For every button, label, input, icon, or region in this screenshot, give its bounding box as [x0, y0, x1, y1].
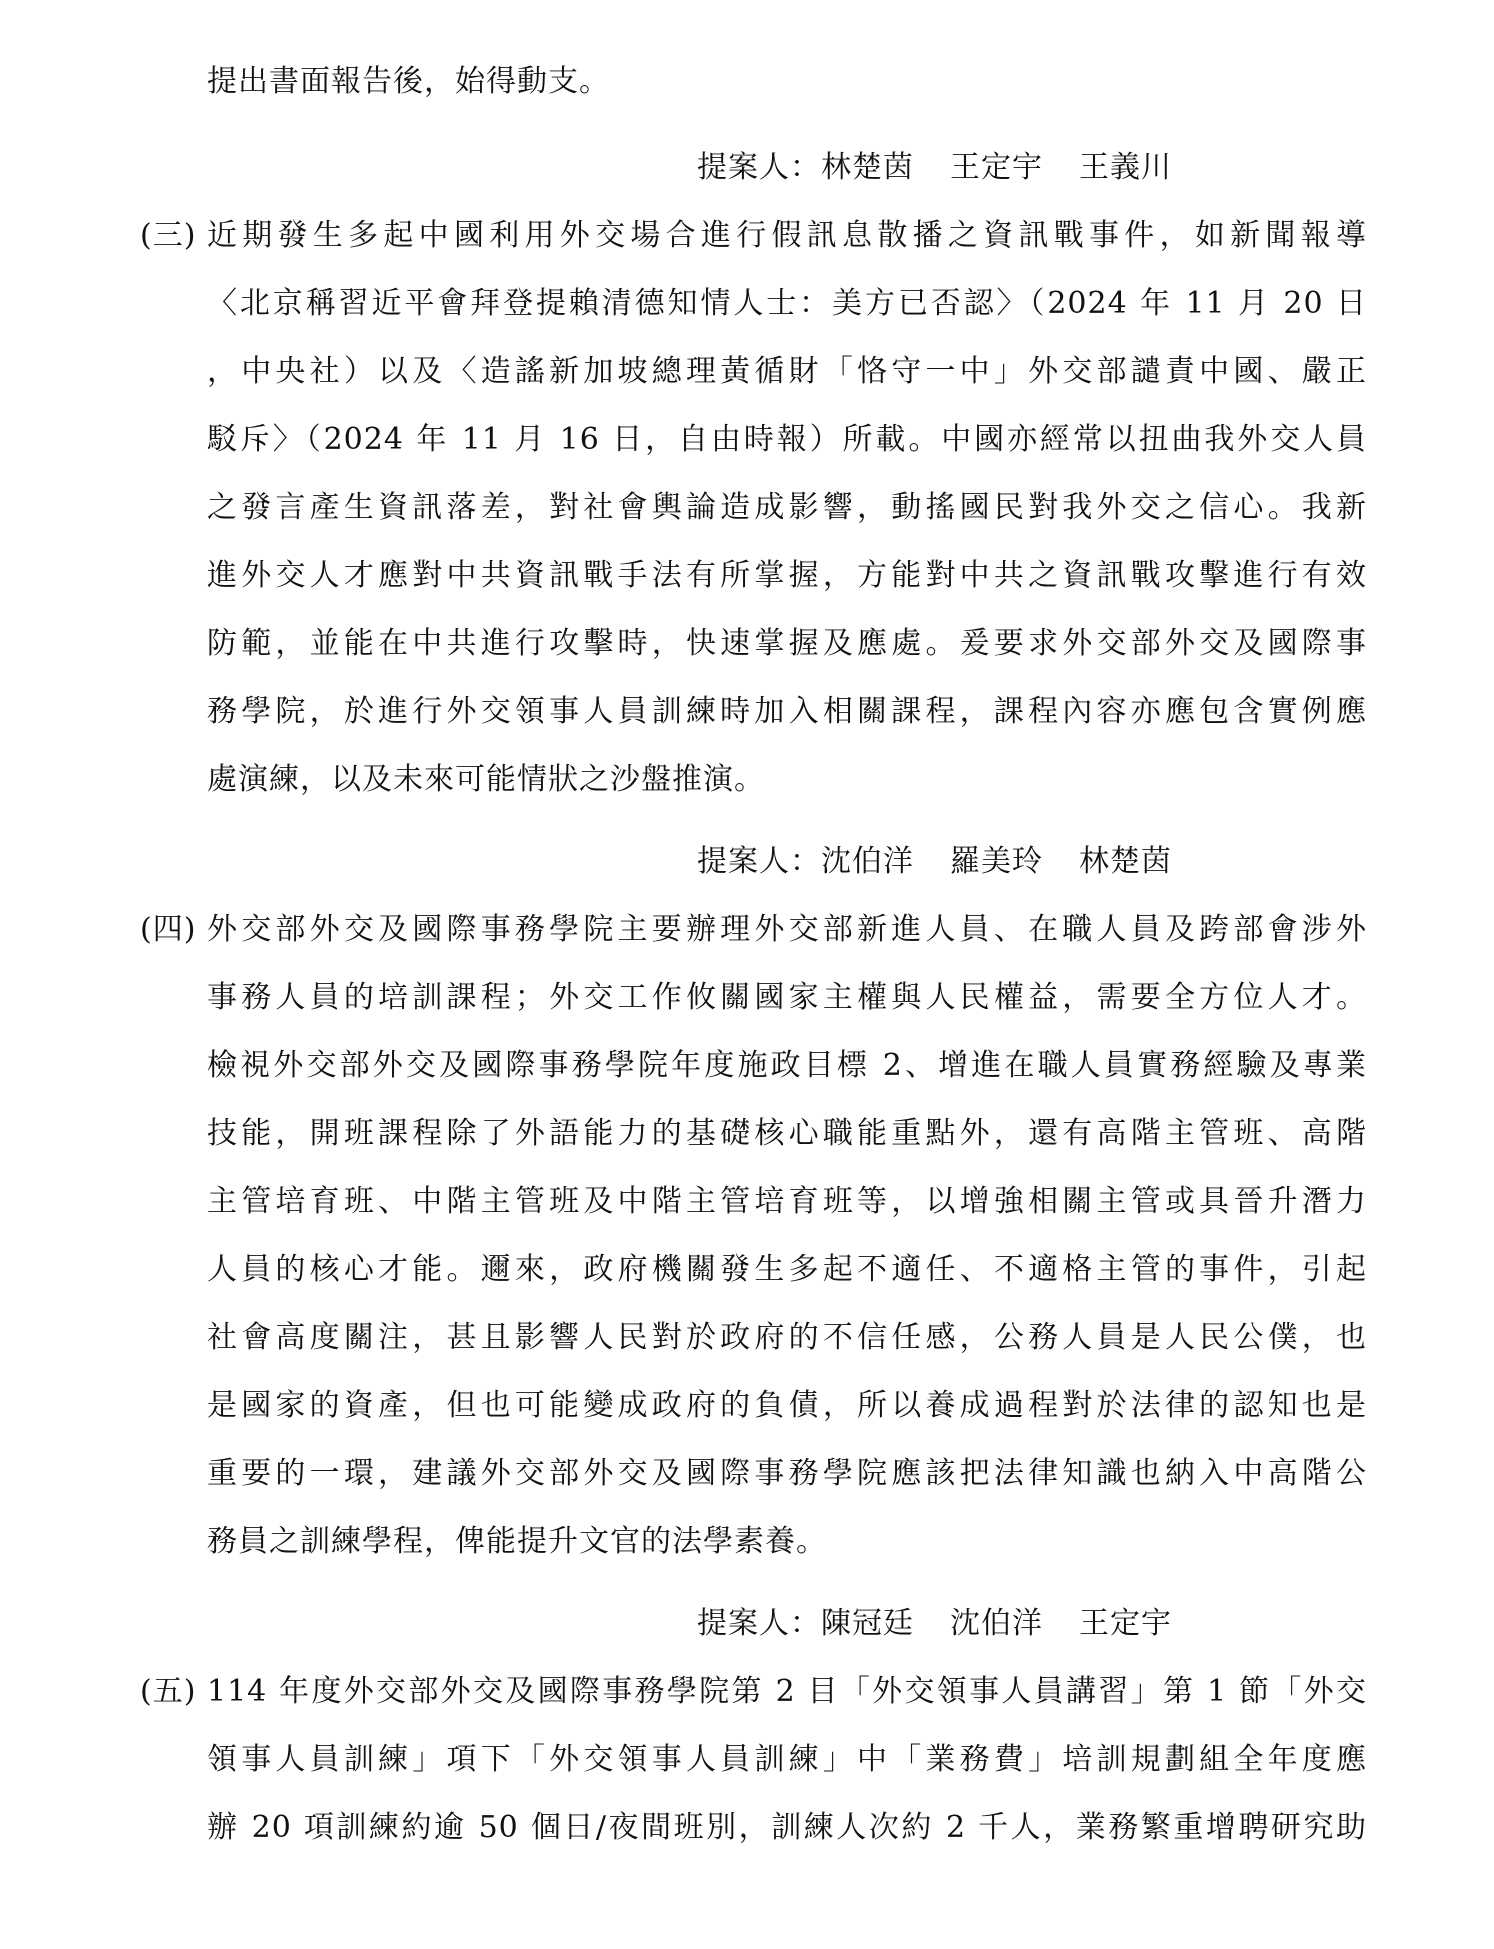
item-line: 是國家的資產，但也可能變成政府的負債，所以養成過程對於法律的認知也是	[207, 1388, 1367, 1423]
proposer-name: 林楚茵	[1079, 844, 1172, 879]
item-line: 辦 20 項訓練約逾 50 個日/夜間班別，訓練人次約 2 千人，業務繁重增聘研究助	[207, 1810, 1367, 1845]
proposer-name: 沈伯洋	[950, 1606, 1043, 1641]
item-line: 技能，開班課程除了外語能力的基礎核心職能重點外，還有高階主管班、高階	[207, 1116, 1367, 1151]
item-marker: (四)	[140, 912, 197, 947]
item-line: ，中央社）以及〈造謠新加坡總理黃循財「恪守一中」外交部譴責中國、嚴正	[207, 354, 1367, 389]
proposer-name: 陳冠廷	[821, 1606, 914, 1641]
proposer-name: 沈伯洋	[821, 844, 914, 879]
item-line: 務員之訓練學程，俾能提升文官的法學素養。	[207, 1524, 827, 1559]
item-line: 之發言產生資訊落差，對社會輿論造成影響，動搖國民對我外交之信心。我新	[207, 490, 1367, 525]
item-line: 處演練，以及未來可能情狀之沙盤推演。	[207, 762, 765, 797]
item-line: 駁斥〉（2024 年 11 月 16 日，自由時報）所載。中國亦經常以扭曲我外交人員	[207, 422, 1368, 457]
item-line: 重要的一環，建議外交部外交及國際事務學院應該把法律知識也納入中高階公	[207, 1456, 1367, 1491]
item-line: 防範，並能在中共進行攻擊時，快速掌握及應處。爰要求外交部外交及國際事	[207, 626, 1367, 661]
item-4-first-line	[140, 910, 1367, 950]
item-marker: (五)	[140, 1674, 197, 1709]
proposer-line-1	[697, 148, 1208, 188]
item-line: 近期發生多起中國利用外交場合進行假訊息散播之資訊戰事件，如新聞報導	[207, 218, 1367, 253]
proposer-name: 王定宇	[950, 150, 1043, 185]
item-marker: (三)	[140, 218, 197, 253]
proposer-name: 王定宇	[1079, 1606, 1172, 1641]
proposer-name: 林楚茵	[821, 150, 914, 185]
proposer-label: 提案人：	[697, 844, 821, 879]
item-line: 社會高度關注，甚且影響人民對於政府的不信任感，公務人員是人民公僕，也	[207, 1320, 1367, 1355]
item-line: 務學院，於進行外交領事人員訓練時加入相關課程，課程內容亦應包含實例應	[207, 694, 1367, 729]
proposer-line-3	[697, 1604, 1208, 1644]
proposer-name: 王義川	[1079, 150, 1172, 185]
intro-line: 提出書面報告後，始得動支。	[207, 64, 610, 99]
item-line: 〈北京稱習近平會拜登提賴清德知情人士：美方已否認〉（2024 年 11 月 20 日	[207, 286, 1367, 321]
item-line: 檢視外交部外交及國際事務學院年度施政目標 2、增進在職人員實務經驗及專業	[207, 1048, 1367, 1083]
proposer-name: 羅美玲	[950, 844, 1043, 879]
proposer-label: 提案人：	[697, 150, 821, 185]
item-line: 114 年度外交部外交及國際事務學院第 2 目「外交領事人員講習」第 1 節「外交	[207, 1674, 1367, 1709]
item-line: 主管培育班、中階主管班及中階主管培育班等，以增強相關主管或具晉升潛力	[207, 1184, 1367, 1219]
item-line: 外交部外交及國際事務學院主要辦理外交部新進人員、在職人員及跨部會涉外	[207, 912, 1367, 947]
item-3-first-line	[140, 216, 1367, 256]
item-line: 事務人員的培訓課程；外交工作攸關國家主權與人民權益，需要全方位人才。	[207, 980, 1367, 1015]
item-line: 進外交人才應對中共資訊戰手法有所掌握，方能對中共之資訊戰攻擊進行有效	[207, 558, 1367, 593]
proposer-label: 提案人：	[697, 1606, 821, 1641]
item-5-first-line	[140, 1672, 1367, 1712]
item-line: 領事人員訓練」項下「外交領事人員訓練」中「業務費」培訓規劃組全年度應	[207, 1742, 1367, 1777]
item-line: 人員的核心才能。邇來，政府機關發生多起不適任、不適格主管的事件，引起	[207, 1252, 1367, 1287]
proposer-line-2	[697, 842, 1208, 882]
